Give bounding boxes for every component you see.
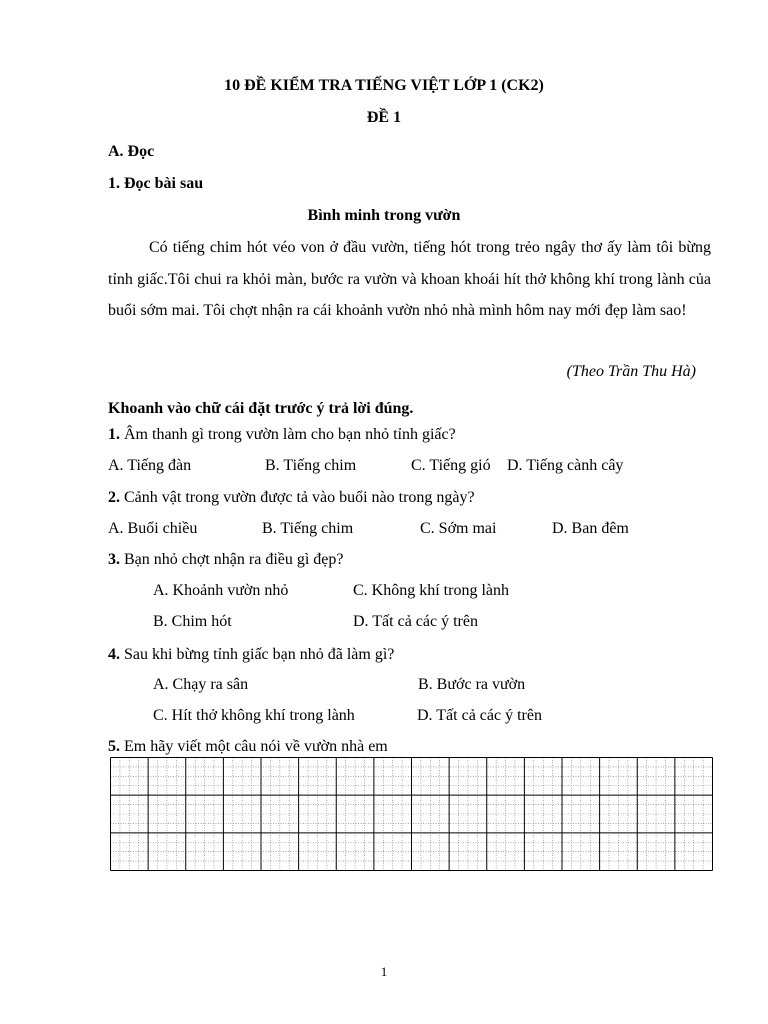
question-text: Âm thanh gì trong vườn làm cho bạn nhỏ tỉnh giấc? [120,426,456,443]
option-1a: A. Tiếng đàn [108,457,192,474]
question-text: Sau khi bừng tỉnh giấc bạn nhỏ đã làm gì? [120,646,395,663]
option-3c: C. Không khí trong lành [353,582,509,599]
option-1c: C. Tiếng gió [411,457,491,474]
option-3a: A. Khoảnh vườn nhỏ [153,582,289,599]
option-2c: C. Sớm mai [420,520,497,537]
question-text: Bạn nhỏ chợt nhận ra điều gì đẹp? [120,551,344,568]
option-4d: D. Tất cả các ý trên [417,707,542,724]
option-1d: D. Tiếng cành cây [507,457,624,474]
part-heading: 1. Đọc bài sau [108,175,204,192]
option-2b: B. Tiếng chim [262,520,354,537]
question-text: Em hãy viết một câu nói về vườn nhà em [120,738,388,755]
passage-body: Có tiếng chim hót véo von ở đầu vườn, tiếng hót trong trẻo ngây thơ ấy làm tôi bừng tỉnh giấc.Tôi chui ra khỏi màn, bước ra vườn và khoan khoái hít thở không khí trong lành của buổi sớm mai. Tôi chợt nhận ra cái khoảnh vườn nhỏ nhà mình hôm nay mới đẹp làm sao! [108,239,711,319]
question-4 [108,645,394,665]
instruction: Khoanh vào chữ cái đặt trước ý trả lời đúng. [108,400,414,417]
document-title: 10 ĐỀ KIỂM TRA TIẾNG VIỆT LỚP 1 (CK2) [224,77,544,94]
option-4c: C. Hít thở không khí trong lành [153,707,355,724]
question-1 [108,425,456,445]
question-5 [108,737,388,757]
option-1b: B. Tiếng chim [265,457,357,474]
option-3b: B. Chim hót [153,613,232,630]
option-4a: A. Chạy ra sân [153,676,249,693]
question-3 [108,550,344,570]
passage-title: Bình minh trong vườn [307,207,461,224]
question-text: Cảnh vật trong vườn được tả vào buổi nào trong ngày? [120,489,475,506]
page-number: 1 [380,964,388,979]
option-2a: A. Buổi chiều [108,520,198,537]
question-number: 2. [108,489,120,506]
exam-number: ĐỀ 1 [366,109,402,126]
question-number: 4. [108,646,120,663]
question-number: 5. [108,738,120,755]
section-heading: A. Đọc [108,143,155,160]
question-number: 3. [108,551,120,568]
handwriting-grid[interactable] [110,757,713,871]
option-3d: D. Tất cả các ý trên [353,613,478,630]
option-2d: D. Ban đêm [552,520,629,537]
passage-source: (Theo Trần Thu Hà) [566,363,696,380]
question-number: 1. [108,426,120,443]
option-4b: B. Bước ra vườn [418,676,526,693]
question-2 [108,488,475,508]
